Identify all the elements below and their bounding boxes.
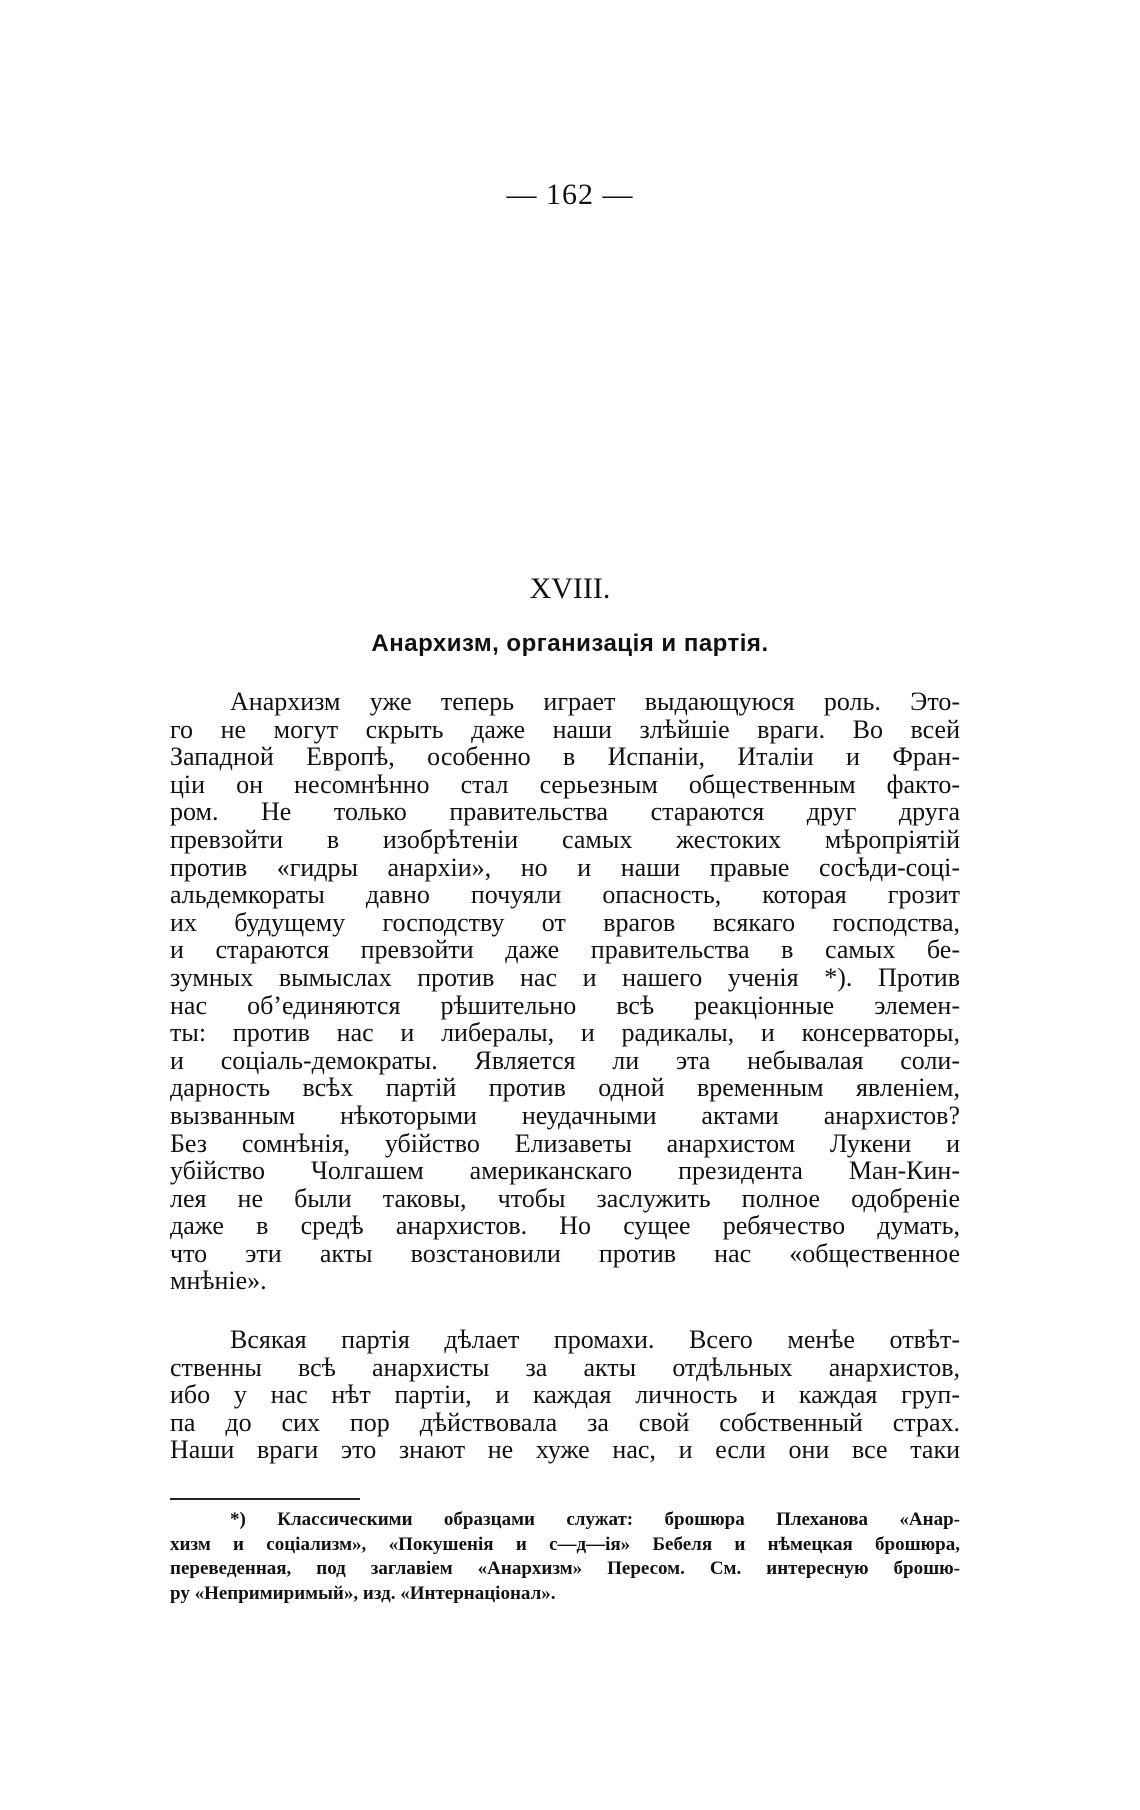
- text-line: вызванным нѣкоторыми неудачными актами анархистов?: [170, 1100, 960, 1130]
- text-line: ціи он несомнѣнно стал серьезным общественным факто-: [170, 769, 960, 799]
- text-line: и соціаль-демократы. Является ли эта небывалая соли-: [170, 1045, 960, 1075]
- text-line: мнѣніе».: [170, 1266, 267, 1296]
- text-line: превзойти в изобрѣтеніи самых жестоких мѣропріятій: [170, 824, 960, 854]
- text-line: Без сомнѣнія, убійство Елизаветы анархистом Лукени и: [170, 1128, 960, 1158]
- text-line: и стараются превзойти даже правительства в самых бе-: [170, 935, 960, 965]
- paragraph-2: [170, 1326, 960, 1464]
- text-line: лея не были таковы, чтобы заслужить полное одобреніе: [170, 1183, 960, 1213]
- text-line: дарность всѣх партій против одной временным явленіем,: [170, 1073, 960, 1103]
- text-line: нас об’единяются рѣшительно всѣ реакціонные элемен-: [170, 990, 960, 1020]
- page-number: — 162 —: [506, 178, 634, 211]
- text-line: ственны всѣ анархисты за акты отдѣльных анархистов,: [170, 1352, 960, 1382]
- chapter-number: XVIII.: [529, 572, 611, 605]
- text-line: их будущему господству от врагов всякаго господства,: [170, 907, 960, 937]
- text-line: убійство Чолгашем американскаго президента Ман-Кин-: [170, 1156, 960, 1186]
- footnote: [170, 1508, 960, 1606]
- footnote-line: ру «Непримиримый», изд. «Интернаціонал».: [170, 1582, 556, 1604]
- text-line: ибо у нас нѣт партіи, и каждая личность и каждая груп-: [170, 1380, 960, 1410]
- text-line: даже в средѣ анархистов. Но сущее ребячество думать,: [170, 1211, 960, 1241]
- text-line: Всякая партія дѣлает промахи. Всего менѣе отвѣт-: [230, 1325, 960, 1354]
- footnote-line: переведенная, под заглавіем «Анархизм» Пересом. См. интересную брошю-: [170, 1558, 960, 1579]
- footnote-divider: [170, 1498, 360, 1500]
- text-line: Наши враги это знают не хуже нас, и если они все таки: [170, 1435, 960, 1465]
- text-line: зумных вымыслах против нас и нашего ученія *). Против: [170, 962, 960, 992]
- text-line: альдемкораты давно почуяли опасность, которая грозит: [170, 880, 960, 910]
- text-line: ты: против нас и либералы, и радикалы, и консерваторы,: [170, 1018, 960, 1048]
- text-line: го не могут скрыть даже наши злѣйшіе враги. Во всей: [170, 714, 960, 744]
- footnote-line: *) Классическими образцами служат: брошюра Плеханова «Анар-: [230, 1509, 960, 1530]
- text-line: па до сих пор дѣйствовала за свой собственный страх.: [170, 1407, 960, 1437]
- paragraph-1: [170, 688, 960, 1295]
- chapter-title: Анархизм, организація и партія.: [371, 630, 769, 657]
- text-line: ром. Не только правительства стараются друг друга: [170, 797, 960, 827]
- text-line: что эти акты возстановили против нас «общественное: [170, 1238, 960, 1268]
- footnote-line: хизм и соціализм», «Покушенія и с—д—ія» Бебеля и нѣмецкая брошюра,: [170, 1533, 960, 1555]
- text-line: Анархизм уже теперь играет выдающуюся роль. Это-: [230, 687, 960, 716]
- text-line: Западной Европѣ, особенно в Испаніи, Италіи и Фран-: [170, 742, 960, 772]
- text-line: против «гидры анархіи», но и наши правые сосѣди-соці-: [170, 852, 960, 882]
